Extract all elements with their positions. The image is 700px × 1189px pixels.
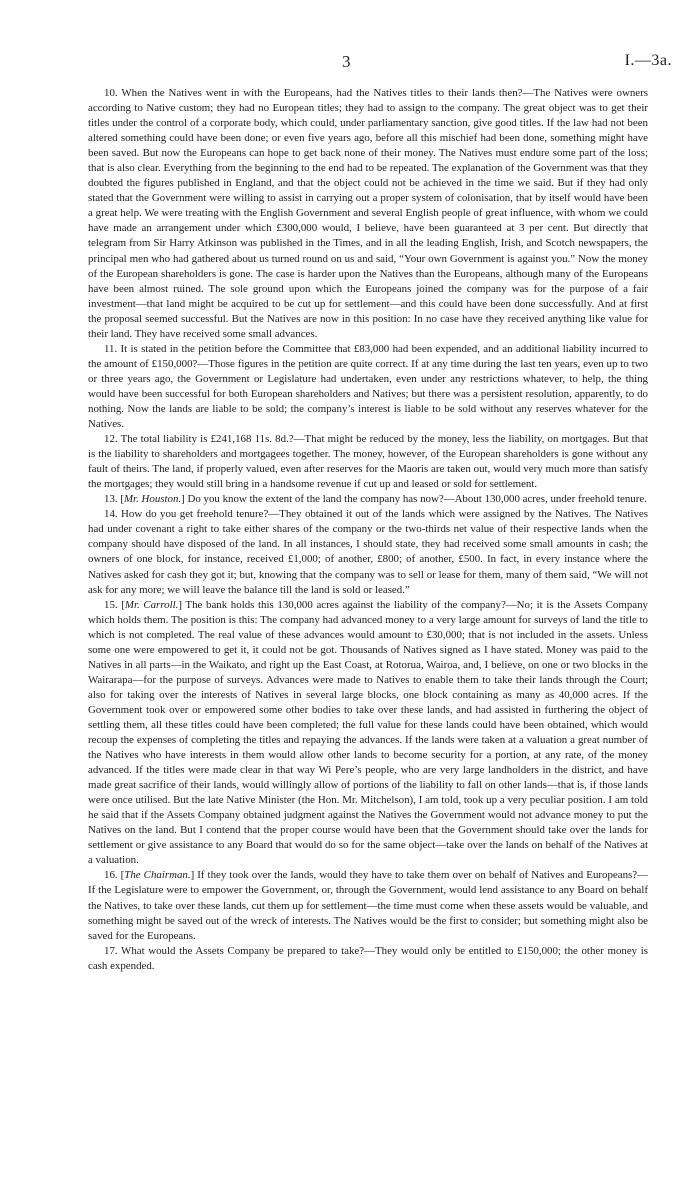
speaker-name: The Chairman. (124, 869, 191, 882)
paragraph-number: 15. [ (104, 598, 125, 611)
body-text (88, 86, 648, 974)
paragraph-text: 17. What would the Assets Company be prepared to take?—They would only be entitled to £150,000; the other money is cash expended. (88, 944, 648, 972)
paragraph-14 (88, 507, 648, 597)
paragraph-17 (88, 944, 648, 974)
paragraph-number: 13. [ (104, 493, 124, 506)
page-number: 3 (342, 52, 351, 71)
paragraph-text: ] Do you know the extent of the land the company has now?—About 130,000 acres, under freehold tenure. (181, 493, 647, 506)
paragraph-text: 14. How do you get freehold tenure?—They obtained it out of the lands which were assigned by the Natives. The Natives had under covenant a right to take either shares of the company or the two-thirds net value of their respective lands when the company should have disposed of the land. In all instances, I should state, they had received some small amounts in cash; the owners of one block, for instance, received £1,000; of another, £800; of another, £500. In fact, in every instance where the Natives asked for cash they got it; but, knowing that the company was to sell or lease for them, many of them said, “We will not ask for any more; we will leave the balance till the land is sold or leased.” (88, 508, 648, 596)
paragraph-12 (88, 432, 648, 492)
paragraph-15 (88, 598, 648, 869)
paragraph-11 (88, 342, 648, 432)
paragraph-number: 16. [ (104, 869, 125, 882)
speaker-name: Mr. Carroll. (124, 598, 179, 611)
speaker-name: Mr. Houston. (123, 493, 182, 506)
page-header (0, 52, 700, 72)
paragraph-text: 11. It is stated in the petition before the Committee that £83,000 had been expended, and an additional liability incurred to the amount of £150,000?—Those figures in the petition are quite correct. If at any time during the last ten years, even up to two or three years ago, the Government or Legislature had undertaken, even under any restrictions whatever, to help, the thing would have been successful for both European shareholders and Natives; but there was a persistent resolution, apparently, to do nothing. Now the lands are liable to be sold; the company’s interest is liable to be sold without any reserves whatever for the Natives. (88, 342, 648, 431)
paragraph-text: ] The bank holds this 130,000 acres against the liability of the company?—No; it is the Assets Company which holds them. The position is this: The company had advanced money to a very large amount for surveys of land the title to which is not completed. The real value of these advances would amount to £30,000; that is not included in the assets. Unless some one were empowered to get it, it could not be got. Thousands of Natives signed as I have stated. Money was paid to the Natives in all parts—in the Waikato, and right up the East Coast, at Rotorua, Wairoa, and, I believe, on one or two blocks in the Wairarapa—for the purpose of surveys. Advances were made to Natives to enable them to take their lands through the Court; also for taking over the interests of Natives in several large blocks, one block containing as many as 40,000 acres. If the Government took over or empowered some other bodies to take over these lands, and had assisted in furthering the object of settling them, all these titles could have been completed; the full value for these lands could have been obtained, which would recoup the expenses of completing the titles and repaying the advances. If the lands were taken at a valuation a great number of the Natives who have interests in them would allow other lands to become security for a portion, at any rate, of the money advanced. If the titles were made clear in that way Wi Pere’s people, who are very large landholders in the district, and have made great sacrifice of their lands, would willingly allow of portions of the liability to fall on other lands—that is, if those lands were once utilised. But the late Native Minister (the Hon. Mr. Mitchelson), I am told, took up a very peculiar position. I am told he said that if the Assets Company obtained judgment against the Natives the Government would not advance money to put the Natives on the land. But I contend that the proper course would have been that the Government should take over the lands for settlement or give assistance to any Board that would do so for the same object—take over the lands on behalf of the Natives at a valuation. (88, 598, 649, 867)
paragraph-text: ] If they took over the lands, would they have to take them over on behalf of Natives and Europeans?—If the Legislature were to empower the Government, or, through the Government, would lend assistance to any Board on behalf the Natives, to take over these lands, cut them up for settlement—the time must come when these assets would be valuable, and something might be saved out of the wreck of interests. The Natives would be the first to consider; but something might also be saved for the Europeans. (88, 869, 648, 942)
paragraph-text: 12. The total liability is £241,168 11s. 8d.?—That might be reduced by the money, less the liability, on mortgages. But that is the liability to shareholders and mortgagees together. The money, however, of the European shareholders is gone without any fault of theirs. The land, if properly valued, even after reserves for the Maoris are taken out, would very much more than satisfy the mortgages; they would still bring in a handsome revenue if cut up and leased or sold for settlement. (88, 433, 648, 491)
paragraph-16 (88, 868, 648, 943)
paragraph-13 (88, 492, 648, 507)
paragraph-10 (88, 86, 648, 342)
document-reference: I.—3a. (624, 52, 672, 69)
paragraph-text: 10. When the Natives went in with the Europeans, had the Natives titles to their lands then?—The Natives were owners according to Native custom; they had no European titles; they had to assign to the company. The great object was to get their titles under the control of a corporate body, which could, under parliamentary sanction, give good titles. If the law had not been altered something could have been done; or even five years ago, before all this mischief had been done, something might have been saved. But now the Europeans can hope to get back none of their money. The Natives must endure some part of the loss; that is also clear. Everything from the beginning to the end had to be repeated. The explanation of the Government was that they doubted the figures published in England, and that the object could not be achieved in the time we said. But if they had only stated that the Government were willing to assist in carrying out a proper system of colonisation, that by itself would have been a great help. We were treating with the English Government and several English people of great influence, with whom we could have made an arrangement under which £300,000 would, I believe, have been guaranteed at 3 per cent. But directly that telegram from Sir Harry Atkinson was published in the Times, and in all the leading English, Irish, and Scotch newspapers, the principal men who had gathered about us turned round on us and said, “Your own Government is against you.” Now the money of the European shareholders is gone. The case is harder upon the Natives than the Europeans, although many of the Europeans have been almost ruined. The sole ground upon which the Europeans joined the company was for the purpose of a fair investment—that land might be acquired to be cut up for settlement—and this could have been done successfully. And at first the proposal seemed successful. But the Natives are now in this position: In no case have they received anything like value for their land. They have received some small advances. (88, 87, 648, 340)
